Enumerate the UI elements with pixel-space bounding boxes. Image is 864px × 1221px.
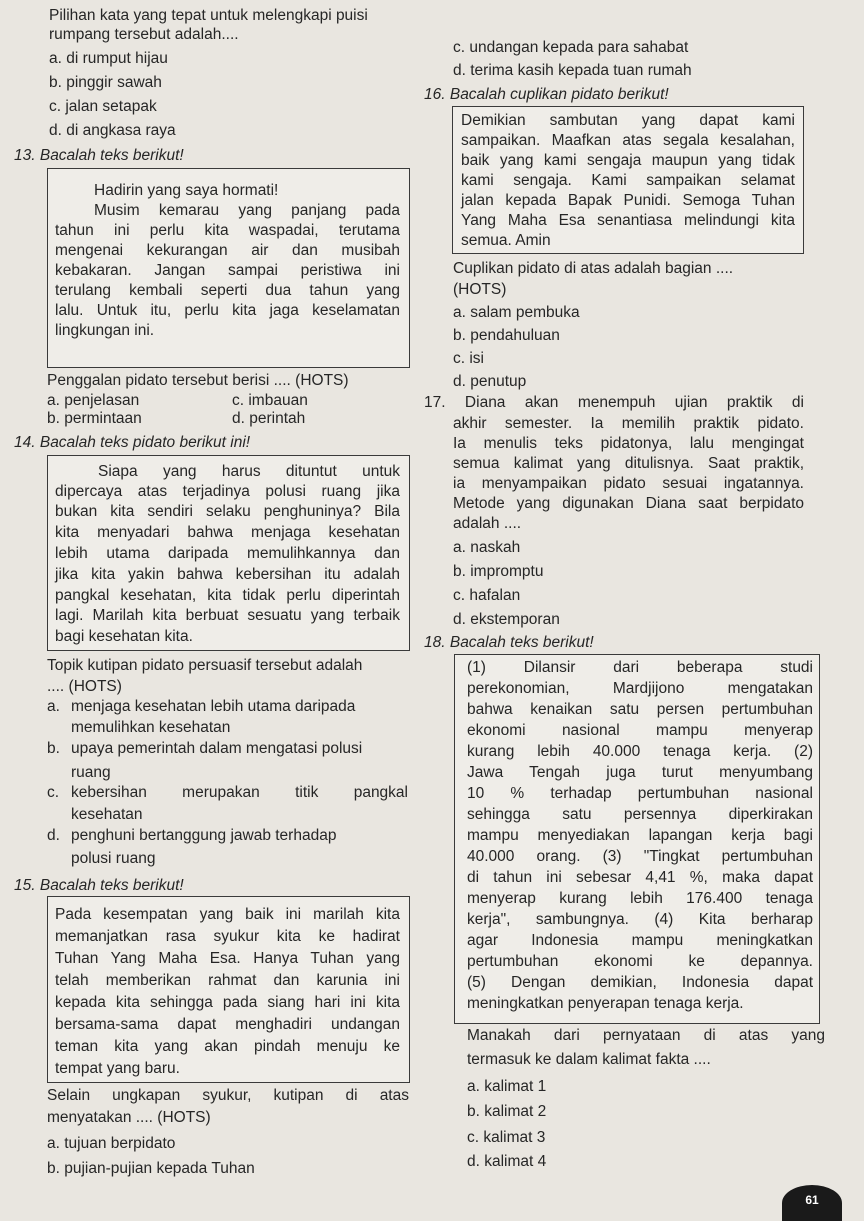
q14-option-a: menjaga kesehatan lebih utama daripada	[71, 698, 356, 715]
q18-question: termasuk ke dalam kalimat fakta ....	[467, 1051, 711, 1068]
q13-option-c: c. imbauan	[232, 392, 308, 409]
page-number: 61	[782, 1185, 842, 1221]
q14-box-line: lagi. Marilah kita berbuat sesuatu yang terbaik	[55, 607, 400, 624]
q16-box-line: baik yang kami sengaja maupun yang tidak	[461, 152, 795, 169]
q16-box-line: Yang Maha Esa senantiasa melindungi kita	[461, 212, 795, 229]
q14-box-line: bukan kita sendiri selaku penghuninya? Bila	[55, 503, 400, 520]
q14-option-d: penghuni bertanggung jawab terhadap	[71, 827, 337, 844]
q13-question: Penggalan pidato tersebut berisi .... (HOTS)	[47, 372, 349, 389]
q18-box-line: 40.000 orang. (3) "Tingkat pertumbuhan	[467, 848, 813, 865]
q14-box-line: jika kita yakin bahwa kebersihan itu adalah	[55, 566, 400, 583]
q12-option-b: b. pinggir sawah	[49, 74, 162, 91]
q18-question: Manakah dari pernyataan di atas yang	[467, 1027, 825, 1044]
q14-option-b: ruang	[71, 764, 111, 781]
q15-question: menyatakan .... (HOTS)	[47, 1109, 211, 1126]
q17-option-a: a. naskah	[453, 539, 521, 556]
q17-option-c: c. hafalan	[453, 587, 521, 604]
q14-box-line: Siapa yang harus dituntut untuk	[98, 463, 400, 480]
q14-box-line: pangkal kesehatan, kita tidak perlu diperintah	[55, 587, 400, 604]
q14-question: Topik kutipan pidato persuasif tersebut adalah	[47, 657, 363, 674]
q18-box-line: agar Indonesia mampu meningkatkan	[467, 932, 813, 949]
q14-option-label: d.	[47, 827, 60, 844]
q16-option-a: a. salam pembuka	[453, 304, 580, 321]
q16-box-line: sampaikan. Maafkan atas segala kesalahan,	[461, 132, 795, 149]
q12-option-d: d. di angkasa raya	[49, 122, 176, 139]
q18-option-c: c. kalimat 3	[467, 1129, 546, 1146]
q15-title: 15. Bacalah teks berikut!	[14, 877, 184, 894]
q14-box-line: kita menyadari bahwa menjaga kesehatan	[55, 524, 400, 541]
q18-box-line: di tahun ini sebesar 4,41 %, maka dapat	[467, 869, 813, 886]
q18-box-line: ekonomi nasional mampu menyerap	[467, 722, 813, 739]
q14-option-label: a.	[47, 698, 60, 715]
q17-text: ia menyampaikan pidato sesuai ingatannya.	[453, 475, 804, 492]
q18-box-line: meningkatkan penyerapan tenaga kerja.	[467, 995, 744, 1012]
q12-stem-line: Pilihan kata yang tepat untuk melengkapi puisi	[49, 7, 368, 24]
q13-option-b: b. permintaan	[47, 410, 142, 427]
q12-stem-line: rumpang tersebut adalah....	[49, 26, 239, 43]
q13-title: 13. Bacalah teks berikut!	[14, 147, 184, 164]
q13-option-a: a. penjelasan	[47, 392, 140, 409]
q18-option-b: b. kalimat 2	[467, 1103, 547, 1120]
q12-option-c: c. jalan setapak	[49, 98, 157, 115]
q14-option-a: memulihkan kesehatan	[71, 719, 231, 736]
q16-option-c: c. isi	[453, 350, 484, 367]
q14-option-label: b.	[47, 740, 60, 757]
q17-text: Metode yang digunakan Diana saat berpidato	[453, 495, 804, 512]
q18-option-d: d. kalimat 4	[467, 1153, 547, 1170]
q13-box-line: mengenai kekurangan air dan musibah	[55, 242, 400, 259]
q16-question: (HOTS)	[453, 281, 507, 298]
q13-box-line: lingkungan ini.	[55, 322, 155, 339]
q15-box-line: tempat yang baru.	[55, 1060, 180, 1077]
q17-option-d: d. ekstemporan	[453, 611, 560, 628]
q16-box-line: Demikian sambutan yang dapat kami	[461, 112, 795, 129]
q17-text: 17. Diana akan menempuh ujian praktik di	[424, 394, 804, 411]
q13-box-line: kebakaran. Jangan sampai peristiwa ini	[55, 262, 400, 279]
q13-option-d: d. perintah	[232, 410, 306, 427]
q13-text-box	[47, 168, 410, 368]
q14-box-line: lebih utama daripada memulihkannya dan	[55, 545, 400, 562]
q15-option-a: a. tujuan berpidato	[47, 1135, 176, 1152]
q12-option-a: a. di rumput hijau	[49, 50, 168, 67]
q15-option-b: b. pujian-pujian kepada Tuhan	[47, 1160, 255, 1177]
q15-box-line: Tuhan Yang Maha Esa. Hanya Tuhan yang	[55, 950, 400, 967]
q16-box-line: semua. Amin	[461, 232, 551, 249]
q13-box-line: Hadirin yang saya hormati!	[94, 182, 279, 199]
q17-text: adalah ....	[453, 515, 522, 532]
q18-option-a: a. kalimat 1	[467, 1078, 547, 1095]
q18-box-line: bahwa kenaikan satu persen pertumbuhan	[467, 701, 813, 718]
q16-box-line: jalan kepada Bapak Punidi. Semoga Tuhan	[461, 192, 795, 209]
q14-option-d: polusi ruang	[71, 850, 156, 867]
q15-box-line: telah memberikan rahmat dan karunia ini	[55, 972, 400, 989]
q15-box-line: Pada kesempatan yang baik ini marilah kita	[55, 906, 400, 923]
q17-text: Ia menulis teks pidatonya, lalu mengingat	[453, 435, 804, 452]
q18-box-line: mampu menyediakan lapangan kerja bagi	[467, 827, 813, 844]
q16-option-d: d. penutup	[453, 373, 527, 390]
q14-question: .... (HOTS)	[47, 678, 122, 695]
q14-text-box	[47, 455, 410, 651]
q15-text-box	[47, 896, 410, 1083]
q18-box-line: Jawa Tengah juga turut menyumbang	[467, 764, 813, 781]
q16-title: 16. Bacalah cuplikan pidato berikut!	[424, 86, 669, 103]
q18-box-line: menyerap kurang lebih 176.400 tenaga	[467, 890, 813, 907]
q16-question: Cuplikan pidato di atas adalah bagian ....	[453, 260, 734, 277]
q18-box-line: pertumbuhan ekonomi ke depannya.	[467, 953, 813, 970]
q15-box-line: kepada kita sehingga pada siang hari ini kita	[55, 994, 400, 1011]
q15-box-line: memanjatkan rasa syukur kita ke hadirat	[55, 928, 400, 945]
q13-box-line: tahun ini perlu kita waspadai, terutama	[55, 222, 400, 239]
q14-title: 14. Bacalah teks pidato berikut ini!	[14, 434, 251, 451]
q18-box-line: perekonomian, Mardjijono mengatakan	[467, 680, 813, 697]
q17-text: semua kalimat yang ditulisnya. Saat praktik,	[453, 455, 804, 472]
q14-box-line: dipercaya atas terjadinya polusi ruang jika	[55, 483, 400, 500]
q18-box-line: (1) Dilansir dari beberapa studi	[467, 659, 813, 676]
q15-option-c: c. undangan kepada para sahabat	[453, 39, 689, 56]
q15-option-d: d. terima kasih kepada tuan rumah	[453, 62, 692, 79]
q16-box-line: kami sengaja. Kami sampaikan selamat	[461, 172, 795, 189]
q17-option-b: b. impromptu	[453, 563, 544, 580]
q14-option-label: c.	[47, 784, 60, 801]
q18-box-line: sehingga satu persennya diperkirakan	[467, 806, 813, 823]
q15-box-line: bersama-sama dapat menghadiri undangan	[55, 1016, 400, 1033]
q18-box-line: (5) Dengan demikian, Indonesia dapat	[467, 974, 813, 991]
q18-title: 18. Bacalah teks berikut!	[424, 634, 594, 651]
q14-option-b: upaya pemerintah dalam mengatasi polusi	[71, 740, 363, 757]
q18-box-line: 10 % terhadap pertumbuhan nasional	[467, 785, 813, 802]
q18-text-box	[454, 654, 820, 1024]
q17-text: akhir semester. Ia memilih praktik pidato.	[453, 415, 804, 432]
q16-option-b: b. pendahuluan	[453, 327, 560, 344]
q18-box-line: kerja", sambungnya. (4) Kita berharap	[467, 911, 813, 928]
q18-box-line: kurang lebih 40.000 tenaga kerja. (2)	[467, 743, 813, 760]
q13-box-line: lalu. Untuk itu, perlu kita jaga keselamatan	[55, 302, 400, 319]
q13-box-line: Musim kemarau yang panjang pada	[94, 202, 400, 219]
q16-text-box	[452, 106, 804, 254]
q15-question: Selain ungkapan syukur, kutipan di atas	[47, 1087, 409, 1104]
q15-box-line: teman kita yang akan pindah menuju ke	[55, 1038, 400, 1055]
q14-box-line: bagi kesehatan kita.	[55, 628, 193, 645]
q14-option-c: kebersihan merupakan titik pangkal	[71, 784, 408, 801]
q14-option-c: kesehatan	[71, 806, 143, 823]
q13-box-line: terulang kembali seperti dua tahun yang	[55, 282, 400, 299]
